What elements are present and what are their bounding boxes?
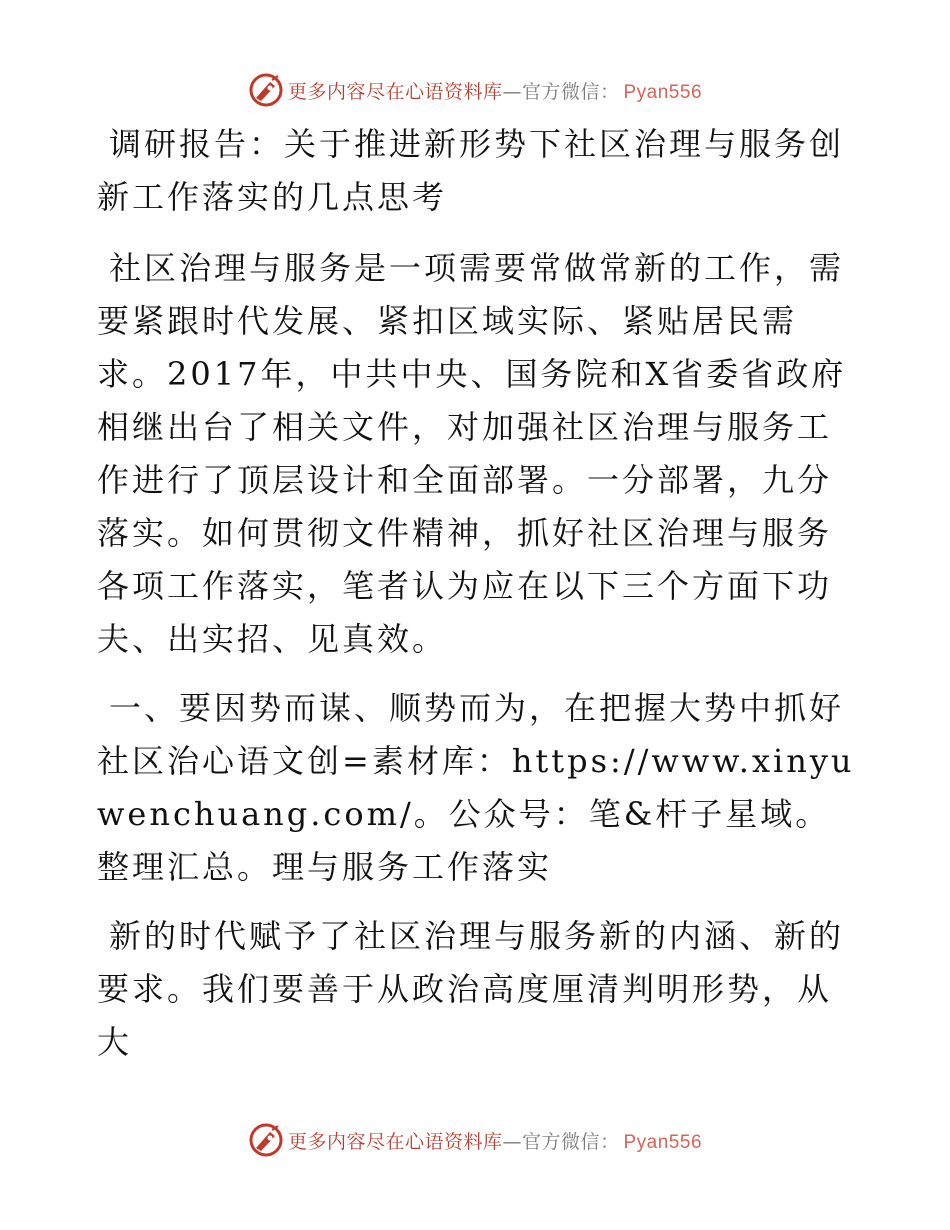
- paragraph-1: 社区治理与服务是一项需要常做常新的工作，需要紧跟时代发展、紧扣区域实际、紧贴居民需求。2017年，中共中央、国务院和X省委省政府相继出台了相关文件，对加强社区治理与服务工作进行了顶层设计和全面部署。一分部署，九分落实。如何贯彻文件精神，抓好社区治理与服务各项工作落实，笔者认为应在以下三个方面下功夫、出实招、见真效。: [97, 249, 847, 658]
- document-title: 调研报告：关于推进新形势下社区治理与服务创新工作落实的几点思考: [97, 125, 845, 216]
- wechat-id: Pyan556: [623, 1131, 703, 1153]
- pen-nib-logo-icon: [248, 72, 284, 108]
- wechat-label: 官方微信：: [521, 80, 620, 103]
- header-banner: [0, 68, 950, 112]
- paragraph-3: 新的时代赋予了社区治理与服务新的内涵、新的要求。我们要善于从政治高度厘清判明形势，从大: [97, 917, 845, 1061]
- wechat-label: 官方微信：: [521, 1130, 620, 1153]
- banner-text-group: [288, 77, 702, 104]
- paragraph-2: 一、要因势而谋、顺势而为，在把握大势中抓好社区治心语文创=素材库：https://www.xinyuwenchuang.com/。公众号：笔&杆子星域。整理汇总。理与服务工作落实: [97, 689, 855, 886]
- banner-dash: —: [502, 80, 522, 103]
- footer-banner: [0, 1118, 950, 1162]
- banner-slogan: 更多内容尽在心语资料库: [287, 80, 503, 103]
- wechat-id: Pyan556: [623, 81, 703, 103]
- banner-slogan: 更多内容尽在心语资料库: [287, 1130, 503, 1153]
- document-body: [97, 118, 857, 1085]
- pen-nib-logo-icon: [248, 1122, 284, 1158]
- banner-text-group: [288, 1127, 702, 1154]
- banner-dash: —: [502, 1130, 522, 1153]
